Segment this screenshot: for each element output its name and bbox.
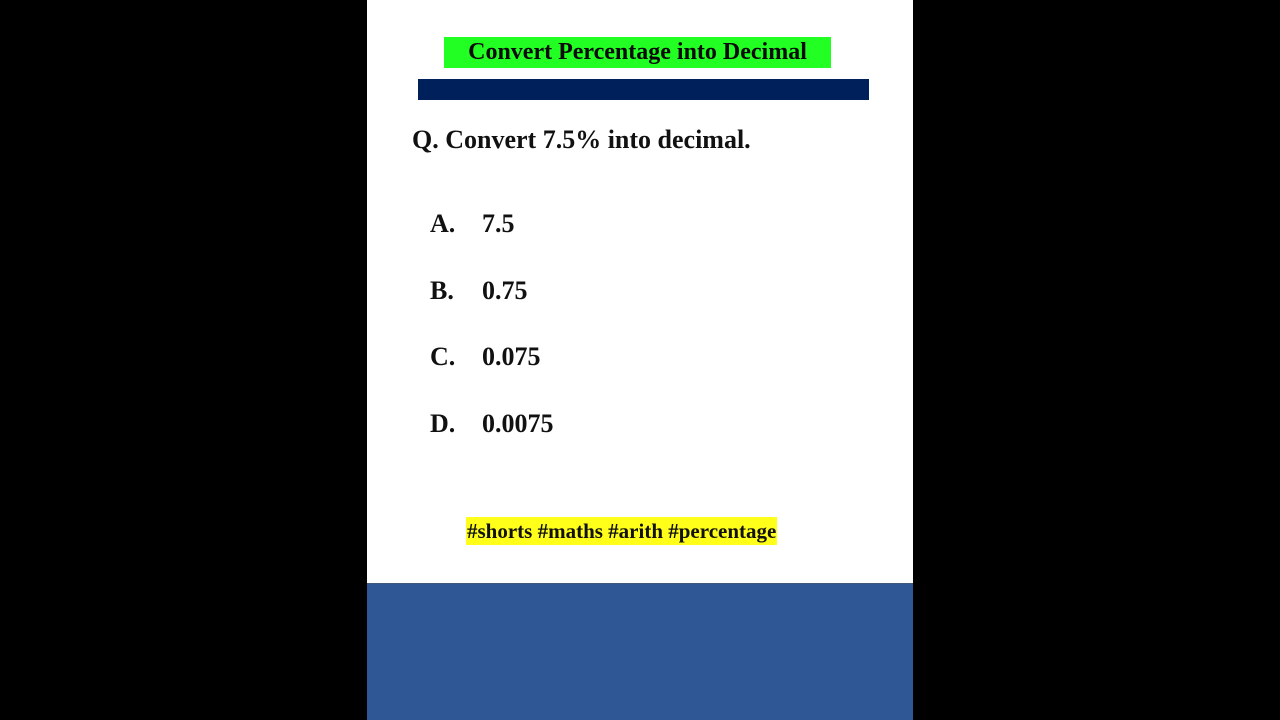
option-a [430, 206, 554, 273]
option-value: 0.75 [482, 275, 528, 305]
question-text: Q. Convert 7.5% into decimal. [412, 125, 751, 154]
option-letter: B. [430, 275, 454, 305]
title-banner: Convert Percentage into Decimal [444, 37, 831, 68]
option-letter: D. [430, 408, 456, 438]
option-letter: A. [430, 209, 456, 238]
option-letter: C. [430, 342, 456, 371]
option-value: 0.075 [482, 342, 541, 371]
title-divider-bar [418, 79, 869, 100]
option-d [430, 406, 554, 473]
footer-band [367, 583, 913, 720]
option-c [430, 339, 554, 406]
hashtags-label: #shorts #maths #arith #percentage [467, 519, 777, 543]
option-value: 7.5 [482, 209, 515, 238]
video-frame [367, 0, 913, 720]
option-value: 0.0075 [482, 408, 554, 438]
option-b [430, 273, 554, 340]
answer-options [430, 206, 554, 472]
